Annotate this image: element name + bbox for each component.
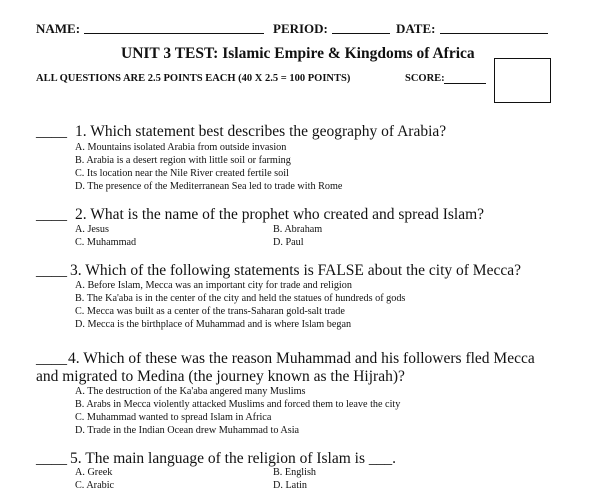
- question-text-continued: and migrated to Medina (the journey known as the Hijrah)?: [36, 368, 405, 385]
- question-text: 1. Which statement best describes the geography of Arabia?: [75, 123, 447, 140]
- period-label: PERIOD:: [273, 21, 328, 36]
- option-b: B. Abraham: [273, 224, 323, 235]
- option-d: D. Trade in the Indian Ocean drew Muhammad to Asia: [75, 425, 300, 436]
- option-c: C. Mecca was built as a center of the trans-Saharan gold-salt trade: [75, 306, 345, 317]
- option-a: A. Jesus: [75, 224, 109, 235]
- option-b: B. Arabs in Mecca violently attacked Muslims and forced them to leave the city: [75, 399, 401, 410]
- question-text: 4. Which of these was the reason Muhammad and his followers fled Mecca: [68, 350, 535, 367]
- option-c: C. Its location near the Nile River created fertile soil: [75, 168, 289, 179]
- answer-blank[interactable]: ____: [36, 350, 67, 367]
- answer-blank[interactable]: ____: [36, 262, 67, 279]
- option-b: B. The Ka'aba is in the center of the city and held the statues of hundreds of gods: [75, 293, 406, 304]
- option-a: A. Mountains isolated Arabia from outside invasion: [75, 142, 287, 153]
- score-box[interactable]: [494, 58, 551, 103]
- option-d: D. Paul: [273, 237, 304, 248]
- points-instructions: ALL QUESTIONS ARE 2.5 POINTS EACH (40 X 2.5 = 100 POINTS): [36, 73, 351, 84]
- option-a: A. Before Islam, Mecca was an important city for trade and religion: [75, 280, 352, 291]
- question-text: 3. Which of the following statements is FALSE about the city of Mecca?: [70, 262, 521, 279]
- question-text: 5. The main language of the religion of Islam is ___.: [70, 450, 396, 467]
- name-field[interactable]: [84, 22, 264, 34]
- answer-blank[interactable]: ____: [36, 450, 67, 467]
- name-label: NAME:: [36, 21, 81, 36]
- date-label: DATE:: [396, 21, 436, 36]
- answer-blank[interactable]: ____: [36, 206, 67, 223]
- answer-blank[interactable]: ____: [36, 123, 67, 140]
- option-b: B. Arabia is a desert region with little soil or farming: [75, 155, 291, 166]
- question-text: 2. What is the name of the prophet who created and spread Islam?: [75, 206, 485, 223]
- score-label: SCORE:: [405, 73, 445, 84]
- period-field[interactable]: [332, 22, 390, 34]
- option-a: A. The destruction of the Ka'aba angered many Muslims: [75, 386, 306, 397]
- option-a: A. Greek: [75, 467, 113, 478]
- option-c: C. Arabic: [75, 480, 115, 491]
- option-c: C. Muhammad wanted to spread Islam in Africa: [75, 412, 272, 423]
- date-field[interactable]: [440, 22, 548, 34]
- option-c: C. Muhammad: [75, 237, 137, 248]
- option-d: D. The presence of the Mediterranean Sea led to trade with Rome: [75, 181, 343, 192]
- test-title: UNIT 3 TEST: Islamic Empire & Kingdoms of Africa: [121, 45, 475, 62]
- option-d: D. Mecca is the birthplace of Muhammad and is where Islam began: [75, 319, 352, 330]
- score-field[interactable]: [444, 74, 486, 84]
- option-d: D. Latin: [273, 480, 307, 491]
- option-b: B. English: [273, 467, 317, 478]
